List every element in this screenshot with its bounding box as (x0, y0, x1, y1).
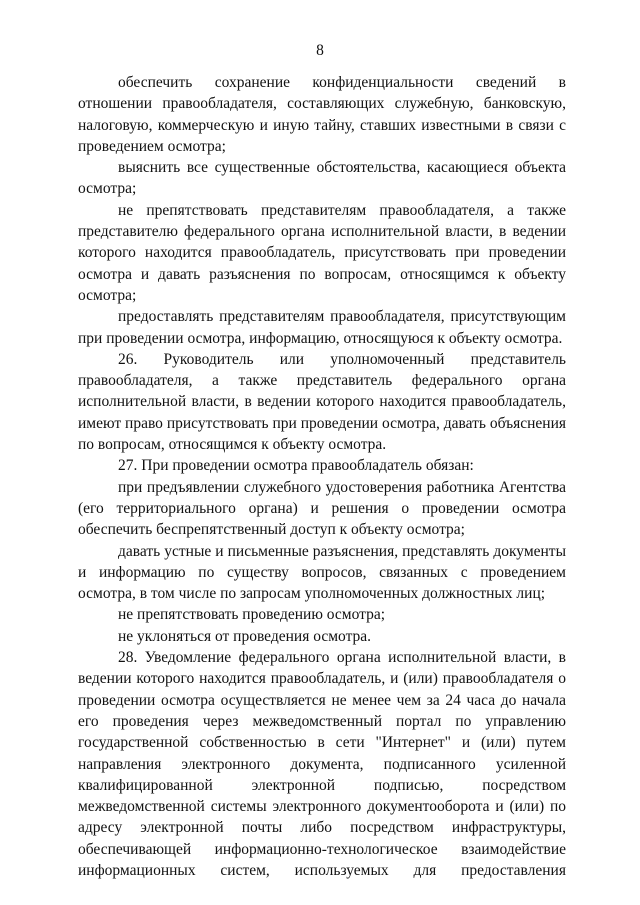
paragraph-not-evade: не уклоняться от проведения осмотра. (118, 627, 372, 645)
paragraph-explanations: давать устные и письменные разъяснения, представлять документы и информацию по существу вопросов, связанных с проведением осмотра, в том числе по запросам уполномоченных должностных лиц; (78, 542, 566, 603)
paragraph-confidentiality: обеспечить сохранение конфиденциальности сведений в отношении правообладателя, составляющих служебную, банковскую, налоговую, коммерческую и иную тайну, ставших известными в связи с проведением осмотра; (78, 74, 566, 155)
paragraph-item-27: 27. При проведении осмотра правообладатель обязан: (118, 457, 474, 475)
paragraph-item-28: 28. Уведомление федерального органа исполнительной власти, в ведении которого находится правообладатель, и (или) правообладателя о проведении осмотра осуществляется не менее чем за 24 часа до начала его проведения через межведомственный портал по управлению государственной собственностью в сети "Интернет" и (или) путем направления электронного документа, подписанного усиленной квалифицированной электронной подписью, посредством межведомственной системы электронного документооборота и (или) по адресу электронной почты либо посредством инфраструктуры, обеспечивающей информационно-технологическое взаимодействие информационных систем, используемых для предоставления (78, 649, 566, 879)
paragraph-circumstances: выяснить все существенные обстоятельства, касающиеся объекта осмотра; (78, 159, 566, 198)
paragraph-not-obstruct-representatives: не препятствовать представителям правообладателя, а также представителю федерального органа исполнительной власти, в ведении которого находится правообладатель, присутствовать при проведении осмотра и давать разъяснения по вопросам, относящимся к объекту осмотра; (78, 201, 566, 304)
page-number: 8 (316, 42, 324, 59)
paragraph-provide-information: предоставлять представителям правообладателя, присутствующим при проведении осмотра, информацию, относящуюся к объекту осмотра. (78, 308, 566, 347)
paragraph-item-26: 26. Руководитель или уполномоченный представитель правообладателя, а также представитель федерального органа исполнительной власти, в ведении которого находится правообладатель, имеют право присутствовать при проведении осмотра, давать объяснения по вопросам, относящимся к объекту осмотра. (78, 350, 566, 454)
document-body (78, 72, 566, 881)
paragraph-not-obstruct-inspection: не препятствовать проведению осмотра; (118, 606, 386, 624)
paragraph-access: при предъявлении служебного удостоверения работника Агентства (его территориального органа) и решения о проведении осмотра обеспечить беспрепятственный доступ к объекту осмотра; (78, 478, 566, 539)
